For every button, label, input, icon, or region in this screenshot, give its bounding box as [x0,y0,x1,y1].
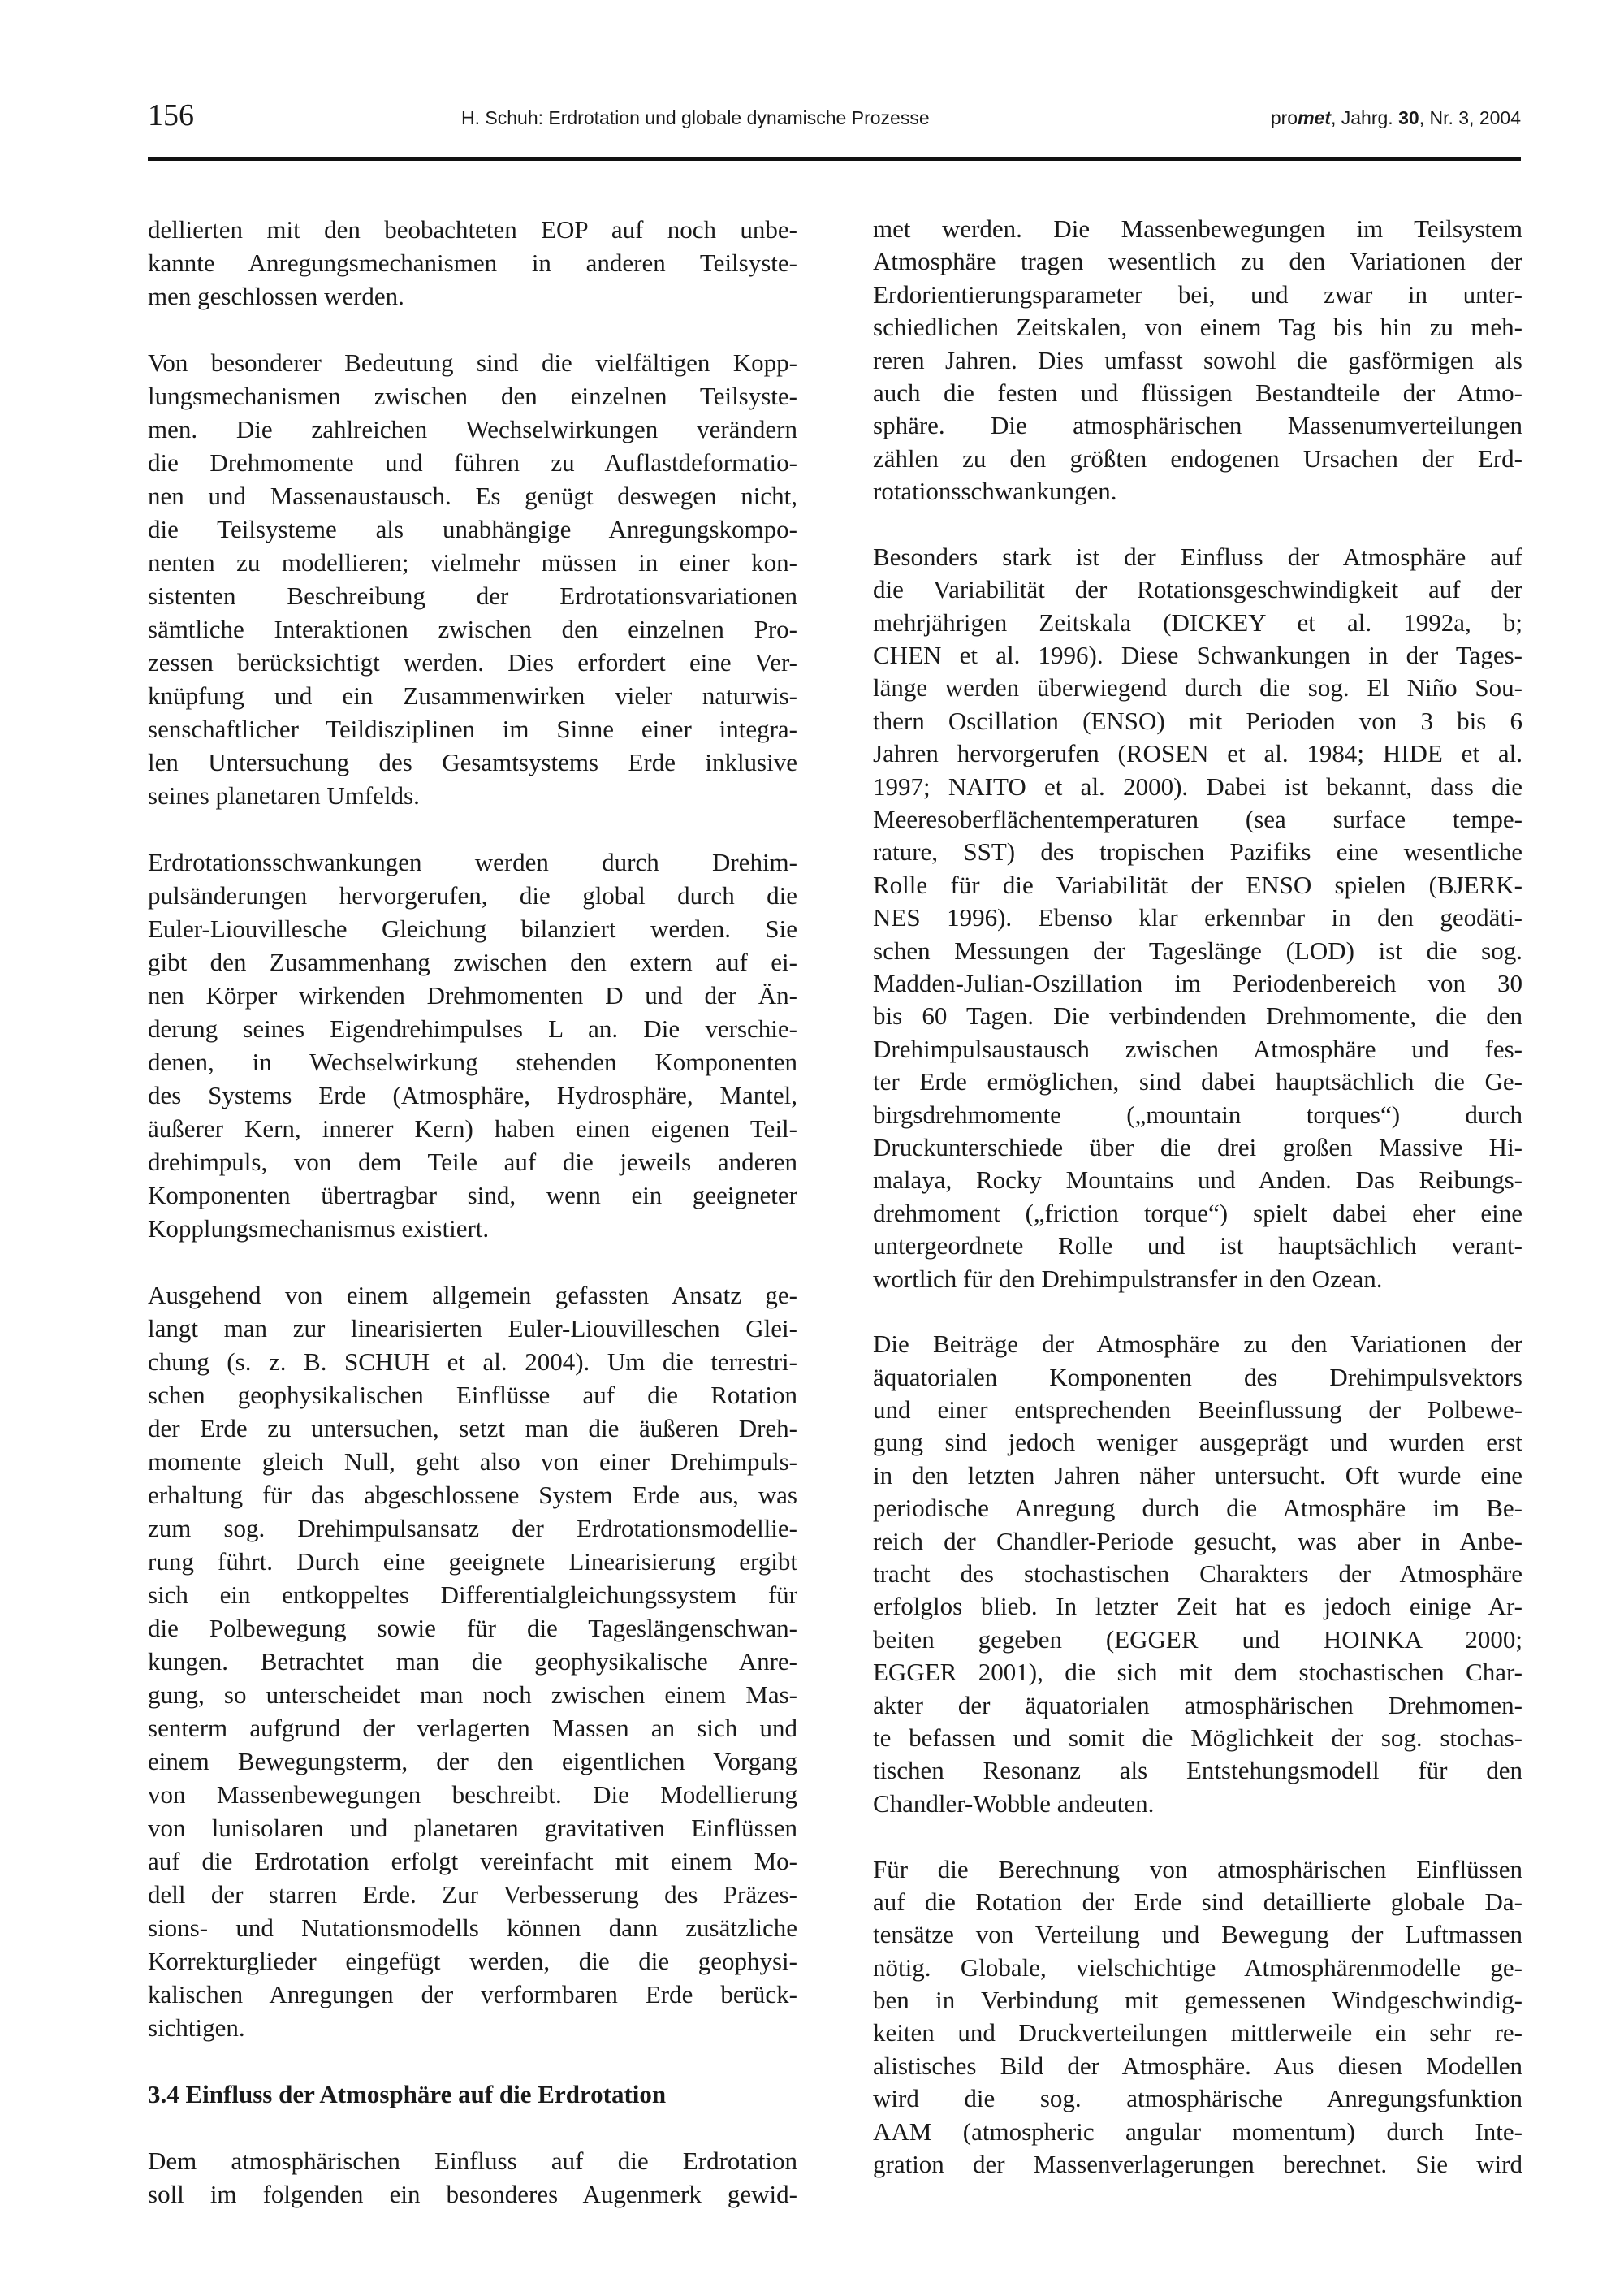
text-line: senterm aufgrund der verlagerten Massen an sich und [148,1714,797,1742]
text-line: auf die Erdrotation erfolgt vereinfacht mit einem Mo- [148,1847,797,1875]
section-heading: 3.4 Einfluss der Atmosphäre auf die Erdrotation [148,2080,667,2108]
text-line: erfolglos blieb. In letzter Zeit hat es jedoch einige Ar- [873,1592,1522,1621]
text-line: Rolle für die Variabilität der ENSO spielen (BJERK- [873,870,1522,899]
text-line: derung seines Eigendrehimpulses L an. Die verschie- [148,1014,797,1043]
text-line: lungsmechanismen zwischen den einzelnen Teilsyste- [148,382,797,410]
text-line: sions- und Nutationsmodells können dann zusätzliche [148,1913,797,1942]
text-line: periodische Anregung durch die Atmosphäre im Be- [873,1494,1522,1523]
paragraph-gap [148,812,797,845]
text-line: thern Oscillation (ENSO) mit Perioden von 3 bis 6 [873,706,1522,735]
text-line: gration der Massenverlagerungen berechnet. Sie wird [873,2150,1522,2179]
journal-name-em: met [1298,107,1331,128]
text-line: wird die sog. atmosphärische Anregungsfunktion [873,2084,1522,2113]
journal-year-label: , Jahrg. [1330,107,1399,128]
text-line: knüpfung und ein Zusammenwirken vieler naturwis- [148,681,797,710]
paragraph [148,346,797,812]
text-line: von lunisolaren und planetaren gravitativen Einflüssen [148,1814,797,1842]
text-line: pulsänderungen hervorgerufen, die global durch die [148,881,797,910]
text-line: reren Jahren. Dies umfasst sowohl die gasförmigen als [873,345,1522,374]
text-line: kungen. Betrachtet man die geophysikalische Anre- [148,1647,797,1676]
text-line: äußerer Kern, innerer Kern) haben einen eigenen Teil- [148,1114,797,1143]
text-line: Atmosphäre tragen wesentlich zu den Variationen der [873,247,1522,276]
text-line: langt man zur linearisierten Euler-Liouvilleschen Glei- [148,1314,797,1343]
text-line: 1997; NAITO et al. 2000). Dabei ist bekannt, dass die [873,772,1522,801]
text-line: die Drehmomente und führen zu Auflastdeformatio- [148,448,797,477]
text-line: die Polbewegung sowie für die Tageslängenschwan- [148,1614,797,1642]
text-line: auf die Rotation der Erde sind detaillierte globale Da- [873,1887,1522,1916]
text-line: nen und Massenaustausch. Es genügt deswegen nicht, [148,482,797,510]
text-line: und einer entsprechenden Beeinflussung der Polbewe- [873,1395,1522,1425]
journal-citation [1271,107,1521,129]
paragraph [148,845,797,1245]
text-line: ben in Verbindung mit gemessenen Windgeschwindig- [873,1986,1522,2015]
paragraph-gap [148,2044,797,2078]
text-line: Meeresoberflächentemperaturen (sea surface tempe- [873,805,1522,834]
text-line: Kopplungsmechanismus existiert. [148,1214,490,1243]
text-line: malaya, Rocky Mountains und Anden. Das Reibungs- [873,1165,1522,1195]
text-line: keiten und Druckverteilungen mittlerweile ein sehr re- [873,2018,1522,2047]
text-line: te befassen und somit die Möglichkeit der sog. stochas- [873,1723,1522,1752]
text-line: tracht des stochastischen Charakters der Atmosphäre [873,1559,1522,1589]
text-line: AAM (atmospheric angular momentum) durch Inte- [873,2117,1522,2146]
text-line: EGGER 2001), die sich mit dem stochastischen Char- [873,1658,1522,1687]
text-line: in den letzten Jahren näher untersucht. Oft wurde eine [873,1460,1522,1490]
text-line: nen Körper wirkenden Drehmomenten D und der Än- [148,981,797,1010]
text-line: gung, so unterscheidet man noch zwischen einem Mas- [148,1680,797,1709]
text-line: Die Beiträge der Atmosphäre zu den Variationen der [873,1330,1522,1359]
text-line: momente gleich Null, geht also von einer Drehimpuls- [148,1447,797,1476]
text-line: rature, SST) des tropischen Pazifiks eine wesentliche [873,837,1522,867]
text-line: men. Die zahlreichen Wechselwirkungen verändern [148,415,797,443]
text-line: äquatorialen Komponenten des Drehimpulsvektors [873,1362,1522,1391]
text-line: rotationsschwankungen. [873,477,1117,506]
text-line: seines planetaren Umfelds. [148,781,420,810]
paragraph-gap [148,313,797,346]
text-line: CHEN et al. 1996). Diese Schwankungen in der Tages- [873,641,1522,670]
text-line: auch die festen und flüssigen Bestandteile der Atmo- [873,378,1522,407]
text-line: die Teilsysteme als unabhängige Anregungskompo- [148,515,797,543]
text-line: Euler-Liouvillesche Gleichung bilanziert werden. Sie [148,915,797,943]
text-line: Von besonderer Bedeutung sind die vielfältigen Kopp- [148,348,797,377]
paragraph [148,213,797,313]
text-line: kalischen Anregungen der verformbaren Erde berück- [148,1980,797,2008]
right-column [873,213,1522,2181]
page-number: 156 [148,98,194,132]
text-line: zessen berücksichtigt werden. Dies erfordert eine Ver- [148,648,797,677]
text-line: dell der starren Erde. Zur Verbesserung des Präzes- [148,1880,797,1909]
text-line: tischen Resonanz als Entstehungsmodell für den [873,1756,1522,1785]
text-line: reich der Chandler-Periode gesucht, was aber in Anbe- [873,1526,1522,1555]
text-line: NES 1996). Ebenso klar erkennbar in den geodäti- [873,903,1522,932]
text-line: Druckunterschiede über die drei großen Massive Hi- [873,1132,1522,1161]
text-line: kannte Anregungsmechanismen in anderen Teilsyste- [148,249,797,277]
text-line: tensätze von Verteilung und Bewegung der Luftmassen [873,1920,1522,1949]
text-line: Erdrotationsschwankungen werden durch Drehim- [148,848,797,876]
text-line: Komponenten übertragbar sind, wenn ein geeigneter [148,1181,797,1209]
text-line: gibt den Zusammenhang zwischen den extern auf ei- [148,948,797,976]
paragraph [873,213,1522,508]
text-line: von Massenbewegungen beschreibt. Die Modellierung [148,1780,797,1809]
text-line: nenten zu modellieren; vielmehr müssen in einer kon- [148,548,797,577]
text-line: alistisches Bild der Atmosphäre. Aus diesen Modellen [873,2051,1522,2080]
text-line: sämtliche Interaktionen zwischen den einzelnen Pro- [148,615,797,643]
text-line: die Variabilität der Rotationsgeschwindigkeit auf der [873,575,1522,604]
journal-issue: , Nr. 3, 2004 [1419,107,1521,128]
text-line: schen Messungen der Tageslänge (LOD) ist die sog. [873,936,1522,965]
text-line: len Untersuchung des Gesamtsystems Erde inklusive [148,748,797,776]
text-line: gung sind jedoch weniger ausgeprägt und wurden erst [873,1428,1522,1457]
text-line: sistenten Beschreibung der Erdrotationsvariationen [148,582,797,610]
text-line: schiedlichen Zeitskalen, von einem Tag bis hin zu meh- [873,313,1522,342]
paragraph-gap [148,1245,797,1278]
running-title: H. Schuh: Erdrotation und globale dynamische Prozesse [461,107,930,128]
text-line: zum sog. Drehimpulsansatz der Erdrotationsmodellie- [148,1514,797,1542]
text-line: Jahren hervorgerufen (ROSEN et al. 1984; HIDE et al. [873,739,1522,768]
text-line: ter Erde ermöglichen, sind dabei hauptsächlich die Ge- [873,1067,1522,1096]
paragraph [873,1328,1522,1820]
text-line: länge werden überwiegend durch die sog. El Niño Sou- [873,673,1522,703]
text-line: zählen zu den größten endogenen Ursachen der Erd- [873,443,1522,473]
text-line: Madden-Julian-Oszillation im Periodenbereich von 30 [873,968,1522,997]
text-line: sich ein entkoppeltes Differentialgleichungssystem für [148,1580,797,1609]
text-line: Korrekturglieder eingefügt werden, die die geophysi- [148,1947,797,1975]
paragraph [148,1278,797,2044]
text-line: Dem atmosphärischen Einfluss auf die Erdrotation [148,2147,797,2175]
text-line: akter der äquatorialen atmosphärischen Drehmomen- [873,1690,1522,1719]
text-line: wortlich für den Drehimpulstransfer in den Ozean. [873,1264,1383,1293]
text-line: senschaftlicher Teildisziplinen im Sinne einer integra- [148,715,797,743]
text-line: Für die Berechnung von atmosphärischen Einflüssen [873,1854,1522,1883]
text-line: rung führt. Durch eine geeignete Linearisierung ergibt [148,1547,797,1576]
paragraph-gap [873,1295,1522,1328]
text-line: dellierten mit den beobachteten EOP auf noch unbe- [148,215,797,244]
text-line: Erdorientierungsparameter bei, und zwar in unter- [873,279,1522,309]
text-line: drehimpuls, von dem Teile auf die jeweils anderen [148,1148,797,1176]
text-line: beiten gegeben (EGGER und HOINKA 2000; [873,1624,1522,1654]
text-line: sphäre. Die atmosphärischen Massenumverteilungen [873,411,1522,440]
text-line: drehmoment („friction torque“) spielt dabei eher eine [873,1198,1522,1227]
text-line: bis 60 Tagen. Die verbindenden Drehmomente, die den [873,1001,1522,1031]
journal-name-pre: pro [1270,107,1298,128]
text-line: des Systems Erde (Atmosphäre, Hydrosphäre, Mantel, [148,1081,797,1109]
text-line: Ausgehend von einem allgemein gefassten Ansatz ge- [148,1281,797,1309]
paragraph-gap [873,1820,1522,1853]
text-line: Besonders stark ist der Einfluss der Atmosphäre auf [873,542,1522,571]
text-line: sichtigen. [148,2013,245,2042]
text-line: der Erde zu untersuchen, setzt man die äußeren Dreh- [148,1414,797,1442]
text-line: mehrjährigen Zeitskala (DICKEY et al. 1992a, b; [873,608,1522,637]
text-line: schen geophysikalischen Einflüsse auf die Rotation [148,1381,797,1409]
paragraph [873,1853,1522,2181]
text-line: men geschlossen werden. [148,282,404,310]
journal-volume: 30 [1398,107,1419,128]
text-line: erhaltung für das abgeschlossene System Erde aus, was [148,1481,797,1509]
left-column [148,213,797,2211]
text-line: einem Bewegungsterm, der den eigentlichen Vorgang [148,1747,797,1775]
text-line: Drehimpulsaustausch zwischen Atmosphäre und fes- [873,1034,1522,1063]
text-line: Chandler-Wobble andeuten. [873,1788,1155,1818]
text-line: soll im folgenden ein besonderes Augenmerk gewid- [148,2180,797,2208]
paragraph-gap [148,2111,797,2144]
text-line: nötig. Globale, vielschichtige Atmosphärenmodelle ge- [873,1952,1522,1982]
paragraph [873,541,1522,1295]
text-line: denen, in Wechselwirkung stehenden Komponenten [148,1048,797,1076]
text-line: birgsdrehmomente („mountain torques“) durch [873,1100,1522,1129]
text-line: untergeordnete Rolle und ist hauptsächlich verant- [873,1231,1522,1260]
text-line: met werden. Die Massenbewegungen im Teilsystem [873,214,1522,243]
paragraph-gap [873,508,1522,541]
paragraph [148,2144,797,2211]
text-line: chung (s. z. B. SCHUH et al. 2004). Um die terrestri- [148,1347,797,1376]
header-rule [148,157,1521,161]
